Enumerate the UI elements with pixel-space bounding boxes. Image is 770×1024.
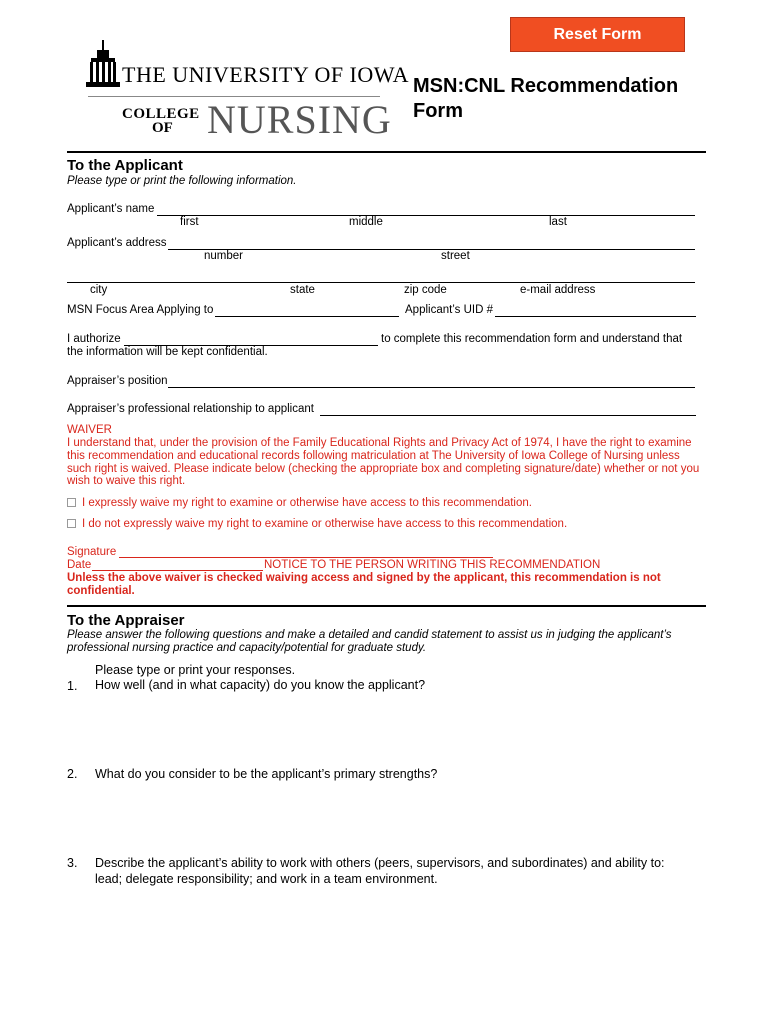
form-title-line1: MSN:CNL Recommendation [413, 75, 679, 97]
question-text: Describe the applicant’s ability to work with others (peers, supervisors, and subordinates) and ability to: [95, 856, 665, 870]
question-number: 3. [67, 856, 78, 870]
logo-of: OF [152, 120, 173, 136]
appraiser-instructions-line: professional nursing practice and capacity/potential for graduate study. [67, 642, 427, 654]
not-waive-option-label: I do not expressly waive my right to examine or otherwise have access to this recommendation. [82, 518, 568, 530]
applicant-address-label: Applicant’s address [67, 237, 167, 249]
uid-field[interactable] [495, 316, 696, 317]
authorize-post: to complete this recommendation form and understand that [381, 333, 683, 345]
question-text: What do you consider to be the applicant’s primary strengths? [95, 767, 438, 781]
logo-college: COLLEGE [122, 106, 200, 122]
waiver-text-line: I understand that, under the provision of the Family Educational Rights and Privacy Act of 1974, I have the right to examine [67, 437, 692, 449]
authorize-line2: the information will be kept confidential. [67, 346, 268, 358]
authorize-pre: I authorize [67, 333, 121, 345]
address-sub-email: e-mail address [520, 284, 596, 296]
form-title-line2: Form [413, 100, 463, 122]
notice-text: NOTICE TO THE PERSON WRITING THIS RECOMMENDATION [264, 559, 601, 571]
waiver-text-line: wish to waive this right. [67, 475, 186, 488]
appraiser-heading: To the Appraiser [67, 612, 185, 629]
bold-notice [67, 572, 661, 598]
applicant-address-field[interactable] [168, 249, 695, 250]
question-text-continued: lead; delegate responsibility; and work in a team environment. [95, 872, 438, 886]
waiver-text-line: this recommendation and educational records following matriculation at The University of Iowa College of Nursing unless [67, 449, 680, 462]
section-divider [67, 151, 706, 153]
logo-university-name: THE UNIVERSITY OF IOWA [122, 62, 409, 87]
appraiser-instructions [67, 629, 672, 655]
question-number: 2. [67, 767, 78, 781]
appraiser-intro: Please type or print your responses. [95, 663, 296, 677]
reset-form-button[interactable]: Reset Form [510, 17, 685, 52]
address-sub-zip: zip code [404, 284, 447, 296]
not-waive-option[interactable] [67, 518, 567, 530]
appraiser-instructions-line: Please answer the following questions and make a detailed and candid statement to assist us in judging the applicant’s [67, 629, 672, 641]
address-sub-street: street [441, 250, 470, 262]
appraiser-position-label: Appraiser’s position [67, 375, 168, 387]
name-sub-middle: middle [349, 216, 383, 228]
waiver-text-line: such right is waived. Please indicate below (checking the appropriate box and completing signature/date) whether or not you [67, 462, 700, 475]
appraiser-position-field[interactable] [168, 387, 695, 388]
applicant-heading: To the Applicant [67, 157, 183, 174]
question-text: How well (and in what capacity) do you know the applicant? [95, 678, 426, 692]
address-sub-state: state [290, 284, 315, 296]
form-title [413, 74, 678, 124]
checkbox-icon[interactable] [67, 519, 76, 528]
waiver-heading: WAIVER [67, 424, 112, 436]
checkbox-icon[interactable] [67, 498, 76, 507]
applicant-name-field[interactable] [157, 215, 695, 216]
question-number: 1. [67, 679, 78, 693]
signature-field[interactable] [119, 557, 493, 558]
applicant-instructions: Please type or print the following information. [67, 175, 297, 187]
name-sub-last: last [549, 216, 567, 228]
relationship-label: Appraiser’s professional relationship to applicant [67, 403, 314, 415]
uid-label: Applicant’s UID # [405, 304, 493, 316]
waive-option-label: I expressly waive my right to examine or otherwise have access to this recommendation. [82, 497, 532, 509]
date-field[interactable] [92, 570, 263, 571]
section-divider [67, 605, 706, 607]
signature-label: Signature [67, 546, 117, 558]
bold-notice-line: Unless the above waiver is checked waiving access and signed by the applicant, this recommendation is not [67, 572, 661, 584]
focus-area-label: MSN Focus Area Applying to [67, 304, 214, 316]
university-capitol-logo-icon [86, 40, 120, 90]
address-sub-city: city [90, 284, 108, 296]
relationship-field[interactable] [320, 415, 696, 416]
name-sub-first: first [180, 216, 199, 228]
logo-nursing: NURSING [207, 97, 392, 142]
applicant-name-label: Applicant’s name [67, 203, 155, 215]
address-sub-number: number [204, 250, 243, 262]
date-label: Date [67, 559, 92, 571]
focus-area-field[interactable] [215, 316, 399, 317]
bold-notice-line: confidential. [67, 585, 135, 597]
waiver-text [67, 437, 699, 488]
waive-option[interactable] [67, 497, 532, 509]
applicant-address2-field[interactable] [67, 282, 695, 283]
